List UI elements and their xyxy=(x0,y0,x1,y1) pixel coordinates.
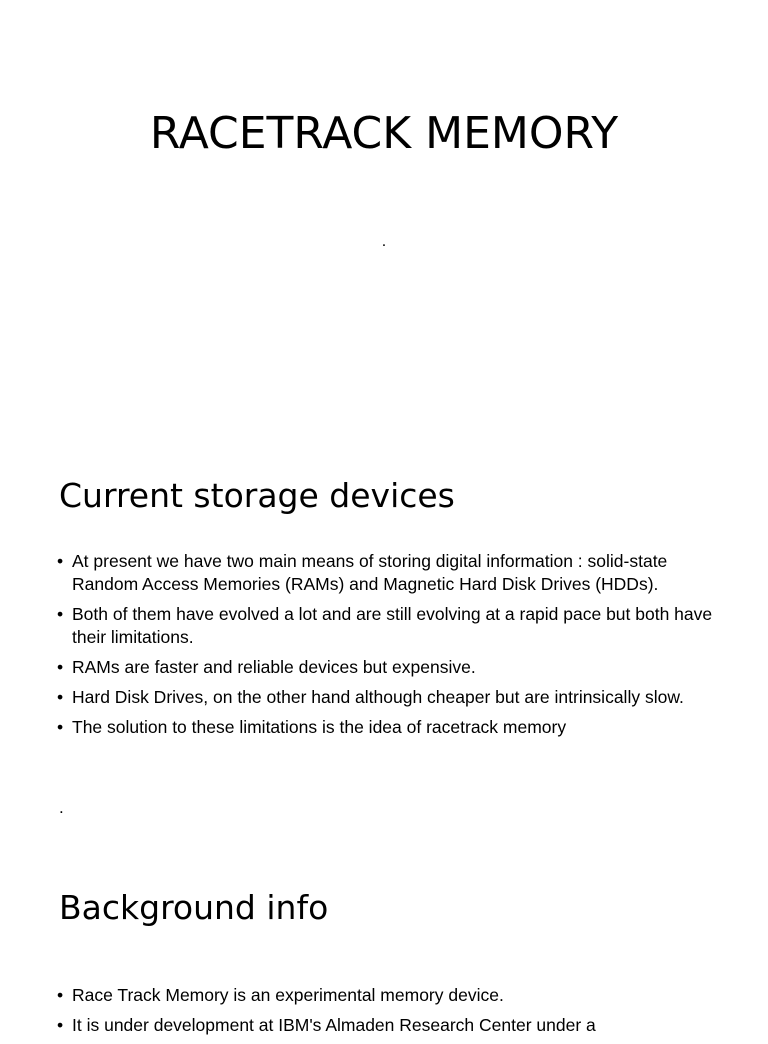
bullet-text: The solution to these limitations is the idea of racetrack memory xyxy=(72,717,567,737)
title-subtitle: . xyxy=(381,233,387,250)
bullet-dot-icon: • xyxy=(57,985,64,1005)
presentation-title: RACETRACK MEMORY xyxy=(149,108,619,159)
bullet-text: It is under development at IBM's Almaden Research Center under a xyxy=(72,1015,596,1035)
bullet-dot-icon: • xyxy=(57,604,64,624)
bullet-dot-icon: • xyxy=(57,687,64,707)
bullet-text: Both of them have evolved a lot and are still evolving at a rapid pace but both have their limitations. xyxy=(72,604,713,647)
bullet-item xyxy=(57,686,717,709)
trailing-text: . xyxy=(59,798,64,817)
bullet-item xyxy=(57,716,717,739)
bullet-item xyxy=(57,550,717,596)
bullet-dot-icon: • xyxy=(57,657,64,677)
bullet-text: RAMs are faster and reliable devices but expensive. xyxy=(72,657,476,677)
bullet-item xyxy=(57,984,717,1007)
background-bullet-list xyxy=(57,984,717,1044)
bullet-dot-icon: • xyxy=(57,1015,64,1035)
bullet-item xyxy=(57,603,717,649)
bullet-dot-icon: • xyxy=(57,551,64,571)
bullet-text: Race Track Memory is an experimental memory device. xyxy=(72,985,504,1005)
bullet-dot-icon: • xyxy=(57,717,64,737)
bullet-text: Hard Disk Drives, on the other hand although cheaper but are intrinsically slow. xyxy=(72,687,684,707)
bullet-item xyxy=(57,656,717,679)
bullet-item xyxy=(57,1014,717,1037)
section-heading-current-storage: Current storage devices xyxy=(59,476,455,515)
current-storage-bullet-list xyxy=(57,550,717,746)
bullet-text: At present we have two main means of storing digital information : solid-state Random Access Memories (RAMs) and Magnetic Hard Disk Drives (HDDs). xyxy=(72,551,668,594)
section-heading-background-info: Background info xyxy=(59,888,329,927)
